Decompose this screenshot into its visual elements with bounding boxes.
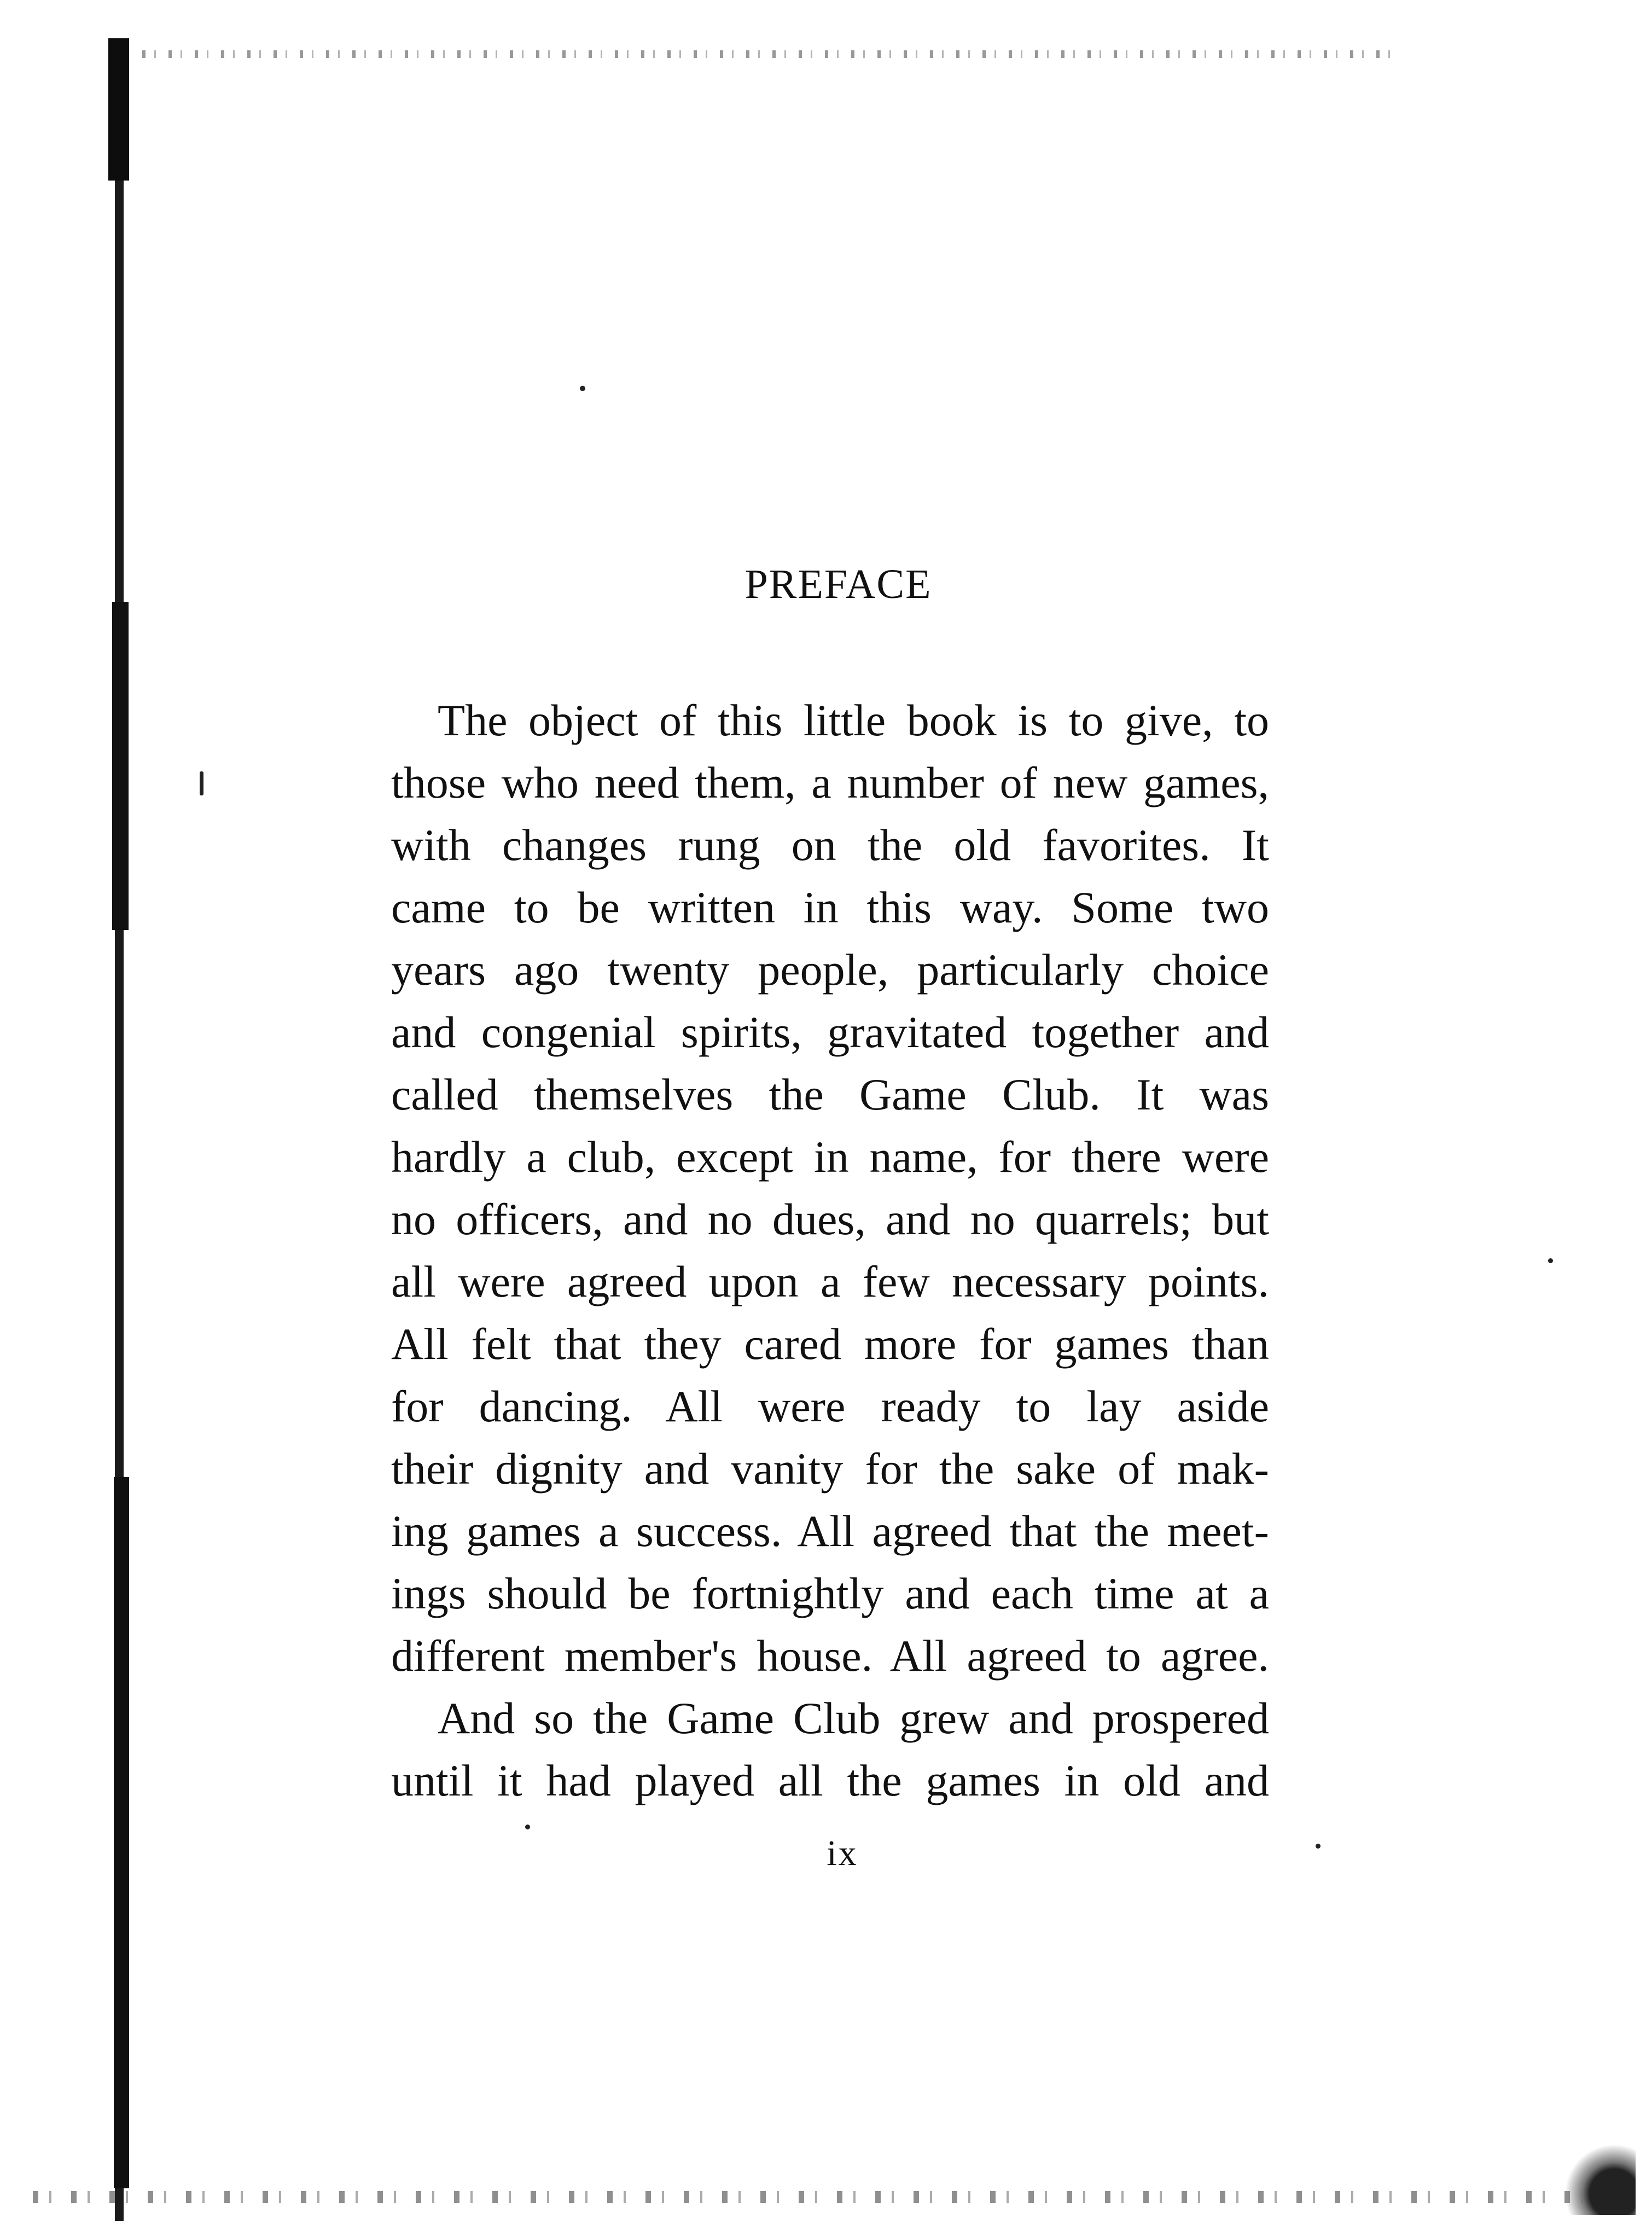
corner-smudge xyxy=(1564,2144,1636,2215)
binding-edge-lower-shadow xyxy=(114,1477,129,2188)
text-line: ing games a success. All agreed that the meet- xyxy=(391,1506,1269,1556)
bottom-scan-noise xyxy=(33,2191,1586,2203)
speck xyxy=(580,386,585,391)
text-line: all were agreed upon a few necessary points. xyxy=(391,1257,1269,1306)
text-line: no officers, and no dues, and no quarrels; but xyxy=(391,1194,1269,1244)
text-line: called themselves the Game Club. It was xyxy=(391,1070,1269,1119)
text-line: years ago twenty people, particularly choice xyxy=(391,945,1269,995)
speck xyxy=(525,1825,530,1829)
text-line: with changes rung on the old favorites. It xyxy=(391,820,1269,870)
top-scan-noise xyxy=(142,50,1400,58)
speck xyxy=(1316,1844,1321,1849)
page-title: PREFACE xyxy=(744,561,932,607)
text-line: and congenial spirits, gravitated together and xyxy=(391,1007,1269,1057)
text-line: ings should be fortnightly and each time at a xyxy=(391,1568,1269,1618)
text-line: their dignity and vanity for the sake of mak- xyxy=(391,1444,1269,1494)
page-number: ix xyxy=(827,1833,858,1873)
text-line: All felt that they cared more for games than xyxy=(391,1319,1269,1369)
text-line: came to be written in this way. Some two xyxy=(391,882,1269,932)
text-line: those who need them, a number of new games, xyxy=(391,758,1269,807)
binding-edge-middle-shadow xyxy=(112,602,129,930)
text-line: until it had played all the games in old and xyxy=(391,1756,1269,1805)
text-line: The object of this little book is to give, to xyxy=(438,695,1269,745)
speck xyxy=(1548,1258,1553,1263)
text-line: And so the Game Club grew and prospered xyxy=(438,1693,1269,1743)
text-line: hardly a club, except in name, for there were xyxy=(391,1132,1269,1182)
body-text xyxy=(391,689,1269,1812)
text-line: for dancing. All were ready to lay aside xyxy=(391,1381,1269,1431)
text-line: different member's house. All agreed to agree. xyxy=(391,1631,1269,1681)
binding-edge-top-shadow xyxy=(108,38,129,181)
speck xyxy=(200,771,203,795)
